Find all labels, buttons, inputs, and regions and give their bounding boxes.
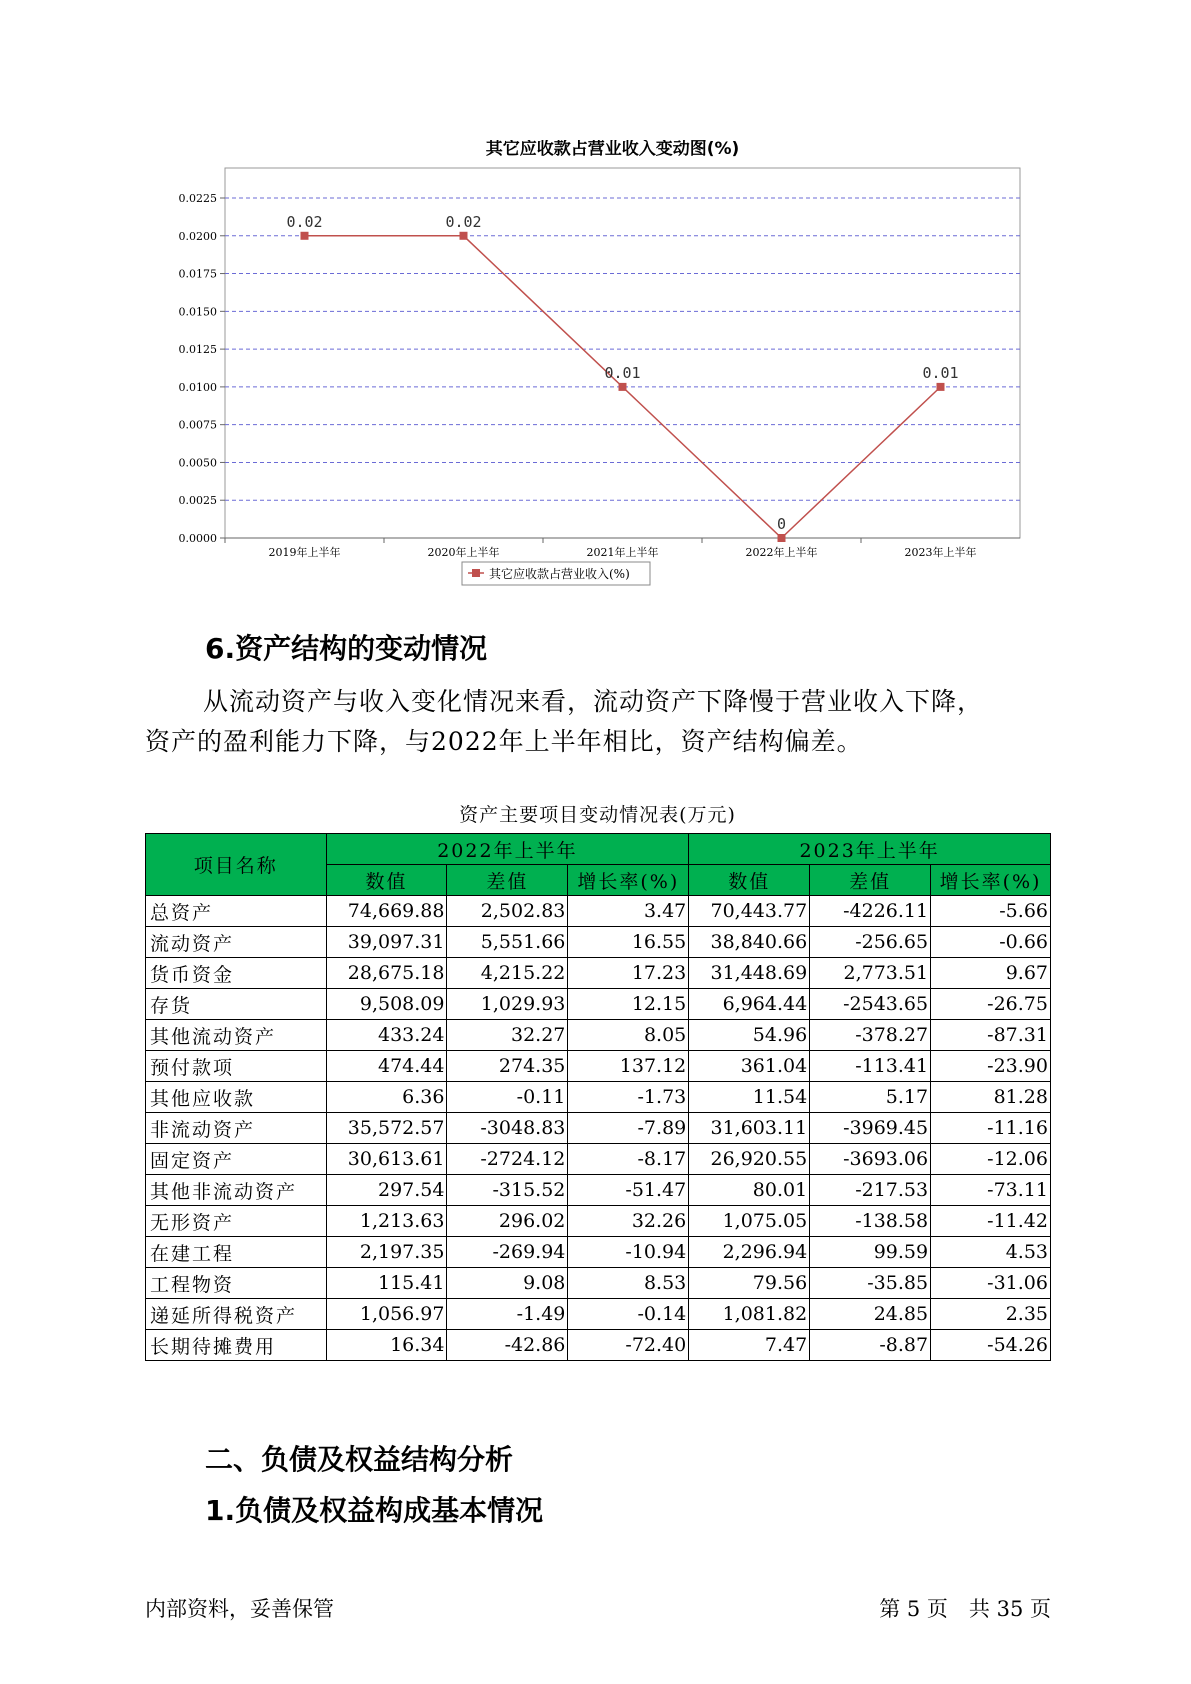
table-caption: 资产主要项目变动情况表(万元) (459, 804, 736, 826)
table-cell-item-name: 工程物资 (146, 1268, 327, 1299)
data-point (937, 383, 945, 391)
table-cell-value: -11.16 (931, 1113, 1051, 1144)
table-cell-value: 4,215.22 (447, 958, 568, 989)
table-cell-value: -12.06 (931, 1144, 1051, 1175)
chart-svg (150, 140, 1030, 600)
table-cell-value: 16.55 (568, 927, 689, 958)
table-cell-value: 137.12 (568, 1051, 689, 1082)
table-cell-value: 28,675.18 (326, 958, 447, 989)
table-cell-value: 30,613.61 (326, 1144, 447, 1175)
table-cell-item-name: 货币资金 (146, 958, 327, 989)
table-cell-value: 54.96 (689, 1020, 810, 1051)
table-cell-value: 2,197.35 (326, 1237, 447, 1268)
subheader-growth-2022: 增长率(%) (568, 865, 689, 896)
table-cell-item-name: 总资产 (146, 896, 327, 927)
data-label: 0.01 (604, 363, 641, 382)
table-cell-value: 9.08 (447, 1268, 568, 1299)
data-label: 0.02 (445, 212, 482, 231)
table-cell-value: -1.73 (568, 1082, 689, 1113)
table-cell-value: 3.47 (568, 896, 689, 927)
table-cell-value: 26,920.55 (689, 1144, 810, 1175)
table-cell-item-name: 递延所得税资产 (146, 1299, 327, 1330)
table-cell-value: 1,029.93 (447, 989, 568, 1020)
table-cell-item-name: 其他非流动资产 (146, 1175, 327, 1206)
table-cell-value: -4226.11 (810, 896, 931, 927)
table-row (146, 1051, 1051, 1082)
table-cell-value: 4.53 (931, 1237, 1051, 1268)
table-row (146, 1268, 1051, 1299)
table-row (146, 896, 1051, 927)
footer-page-number: 第 5 页 共 35 页 (879, 1597, 1051, 1621)
y-tick-label: 0.0025 (178, 494, 217, 508)
table-row (146, 989, 1051, 1020)
table-cell-value: 2,502.83 (447, 896, 568, 927)
table-cell-value: 361.04 (689, 1051, 810, 1082)
table-cell-item-name: 非流动资产 (146, 1113, 327, 1144)
section-6-heading: 6.资产结构的变动情况 (205, 632, 488, 665)
table-cell-value: 24.85 (810, 1299, 931, 1330)
table-cell-value: 6,964.44 (689, 989, 810, 1020)
table-cell-value: -54.26 (931, 1330, 1051, 1361)
table-row (146, 1175, 1051, 1206)
table-cell-value: 296.02 (447, 1206, 568, 1237)
asset-change-table (145, 833, 1051, 1361)
header-item-name: 项目名称 (146, 834, 327, 896)
table-cell-value: 1,056.97 (326, 1299, 447, 1330)
table-cell-item-name: 无形资产 (146, 1206, 327, 1237)
subheader-value-2022: 数值 (326, 865, 447, 896)
table-cell-value: 32.27 (447, 1020, 568, 1051)
table-cell-value: 297.54 (326, 1175, 447, 1206)
subheader-value-2023: 数值 (689, 865, 810, 896)
table-cell-value: 8.05 (568, 1020, 689, 1051)
section-2-heading: 二、负债及权益结构分析 (205, 1443, 514, 1476)
table-cell-value: -269.94 (447, 1237, 568, 1268)
table-cell-value: 2,773.51 (810, 958, 931, 989)
header-period-2023: 2023年上半年 (689, 834, 1051, 865)
table-cell-value: -35.85 (810, 1268, 931, 1299)
data-point (619, 383, 627, 391)
table-cell-value: 79.56 (689, 1268, 810, 1299)
table-cell-item-name: 在建工程 (146, 1237, 327, 1268)
table-cell-value: -378.27 (810, 1020, 931, 1051)
footer-left-note: 内部资料，妥善保管 (145, 1597, 334, 1621)
x-tick-label: 2021年上半年 (586, 546, 659, 559)
table-row (146, 1144, 1051, 1175)
table-cell-value: -31.06 (931, 1268, 1051, 1299)
table-cell-value: 2,296.94 (689, 1237, 810, 1268)
table-cell-value: 16.34 (326, 1330, 447, 1361)
table-cell-item-name: 固定资产 (146, 1144, 327, 1175)
x-tick-label: 2022年上半年 (745, 546, 818, 559)
table-cell-item-name: 预付款项 (146, 1051, 327, 1082)
plot-area (225, 168, 1020, 538)
table-cell-value: 7.47 (689, 1330, 810, 1361)
table-cell-value: 433.24 (326, 1020, 447, 1051)
table-row (146, 1206, 1051, 1237)
table-cell-value: 1,075.05 (689, 1206, 810, 1237)
table-cell-item-name: 长期待摊费用 (146, 1330, 327, 1361)
table-cell-value: 6.36 (326, 1082, 447, 1113)
y-tick-label: 0.0150 (178, 305, 217, 319)
table-cell-value: -113.41 (810, 1051, 931, 1082)
data-point (460, 232, 468, 240)
table-row (146, 1299, 1051, 1330)
legend-marker (472, 569, 480, 577)
chart-title: 其它应收款占营业收入变动图(%) (485, 140, 740, 159)
section-6-paragraph-line-2: 资产的盈利能力下降，与2022年上半年相比，资产结构偏差。 (145, 727, 863, 756)
y-tick-label: 0.0000 (178, 532, 217, 545)
table-cell-value: 81.28 (931, 1082, 1051, 1113)
table-cell-value: -1.49 (447, 1299, 568, 1330)
table-cell-value: 1,081.82 (689, 1299, 810, 1330)
table-cell-value: -5.66 (931, 896, 1051, 927)
table-cell-value: 38,840.66 (689, 927, 810, 958)
table-cell-value: -87.31 (931, 1020, 1051, 1051)
table-cell-value: 1,213.63 (326, 1206, 447, 1237)
table-cell-value: 80.01 (689, 1175, 810, 1206)
table-cell-value: 5.17 (810, 1082, 931, 1113)
y-tick-label: 0.0050 (178, 456, 217, 470)
table-cell-value: -0.66 (931, 927, 1051, 958)
table-cell-value: -51.47 (568, 1175, 689, 1206)
data-point (301, 232, 309, 240)
table-row (146, 927, 1051, 958)
table-cell-value: -7.89 (568, 1113, 689, 1144)
table-cell-value: -42.86 (447, 1330, 568, 1361)
table-cell-value: 17.23 (568, 958, 689, 989)
header-period-2022: 2022年上半年 (326, 834, 689, 865)
table-cell-value: -3693.06 (810, 1144, 931, 1175)
data-label: 0.01 (922, 363, 959, 382)
table-cell-value: 31,448.69 (689, 958, 810, 989)
table-cell-value: -138.58 (810, 1206, 931, 1237)
section-2-subheading: 1.负债及权益构成基本情况 (205, 1494, 544, 1527)
table-cell-value: 274.35 (447, 1051, 568, 1082)
data-label: 0.02 (286, 212, 323, 231)
table-cell-value: 2.35 (931, 1299, 1051, 1330)
table-cell-value: 12.15 (568, 989, 689, 1020)
table-cell-value: 474.44 (326, 1051, 447, 1082)
table-cell-value: -3048.83 (447, 1113, 568, 1144)
data-point (778, 534, 786, 542)
table-cell-value: 5,551.66 (447, 927, 568, 958)
table-cell-value: -10.94 (568, 1237, 689, 1268)
x-tick-label: 2020年上半年 (427, 546, 500, 559)
table-cell-value: 8.53 (568, 1268, 689, 1299)
y-tick-label: 0.0125 (178, 343, 217, 357)
table-cell-value: -315.52 (447, 1175, 568, 1206)
x-tick-label: 2023年上半年 (904, 546, 977, 559)
table-cell-value: -0.14 (568, 1299, 689, 1330)
table-row (146, 1113, 1051, 1144)
y-tick-label: 0.0100 (178, 380, 217, 394)
table-cell-value: -3969.45 (810, 1113, 931, 1144)
table-row (146, 958, 1051, 989)
table-row (146, 1020, 1051, 1051)
table-cell-value: -73.11 (931, 1175, 1051, 1206)
table-cell-value: 70,443.77 (689, 896, 810, 927)
table-cell-value: -8.87 (810, 1330, 931, 1361)
table-cell-value: 99.59 (810, 1237, 931, 1268)
table-cell-value: -217.53 (810, 1175, 931, 1206)
table-cell-value: -2543.65 (810, 989, 931, 1020)
y-tick-label: 0.0200 (178, 229, 217, 243)
ratio-line-chart (150, 140, 1030, 600)
table-cell-value: -23.90 (931, 1051, 1051, 1082)
x-tick-label: 2019年上半年 (268, 546, 341, 559)
table-cell-value: -11.42 (931, 1206, 1051, 1237)
y-tick-label: 0.0225 (178, 192, 217, 205)
table-cell-value: -2724.12 (447, 1144, 568, 1175)
table-row (146, 1330, 1051, 1361)
table-cell-item-name: 其他应收款 (146, 1082, 327, 1113)
table-cell-value: -26.75 (931, 989, 1051, 1020)
table-cell-item-name: 存货 (146, 989, 327, 1020)
table-cell-value: 32.26 (568, 1206, 689, 1237)
table-cell-value: 9.67 (931, 958, 1051, 989)
subheader-diff-2022: 差值 (447, 865, 568, 896)
table-cell-value: -256.65 (810, 927, 931, 958)
data-label: 0 (776, 515, 787, 533)
table-cell-value: -8.17 (568, 1144, 689, 1175)
table-cell-value: 31,603.11 (689, 1113, 810, 1144)
y-tick-label: 0.0175 (178, 267, 217, 281)
table-cell-value: 39,097.31 (326, 927, 447, 958)
subheader-diff-2023: 差值 (810, 865, 931, 896)
table-cell-value: 35,572.57 (326, 1113, 447, 1144)
section-6-paragraph-line-1: 从流动资产与收入变化情况来看，流动资产下降慢于营业收入下降， (203, 687, 984, 716)
table-cell-value: -72.40 (568, 1330, 689, 1361)
legend-label: 其它应收款占营业收入(%) (489, 567, 630, 581)
y-tick-label: 0.0075 (178, 418, 217, 432)
table-cell-value: 11.54 (689, 1082, 810, 1113)
table-cell-value: -0.11 (447, 1082, 568, 1113)
subheader-growth-2023: 增长率(%) (931, 865, 1051, 896)
table-cell-value: 74,669.88 (326, 896, 447, 927)
table-row (146, 1082, 1051, 1113)
table-row (146, 1237, 1051, 1268)
table-cell-item-name: 流动资产 (146, 927, 327, 958)
table-cell-value: 115.41 (326, 1268, 447, 1299)
table-cell-value: 9,508.09 (326, 989, 447, 1020)
table-cell-item-name: 其他流动资产 (146, 1020, 327, 1051)
